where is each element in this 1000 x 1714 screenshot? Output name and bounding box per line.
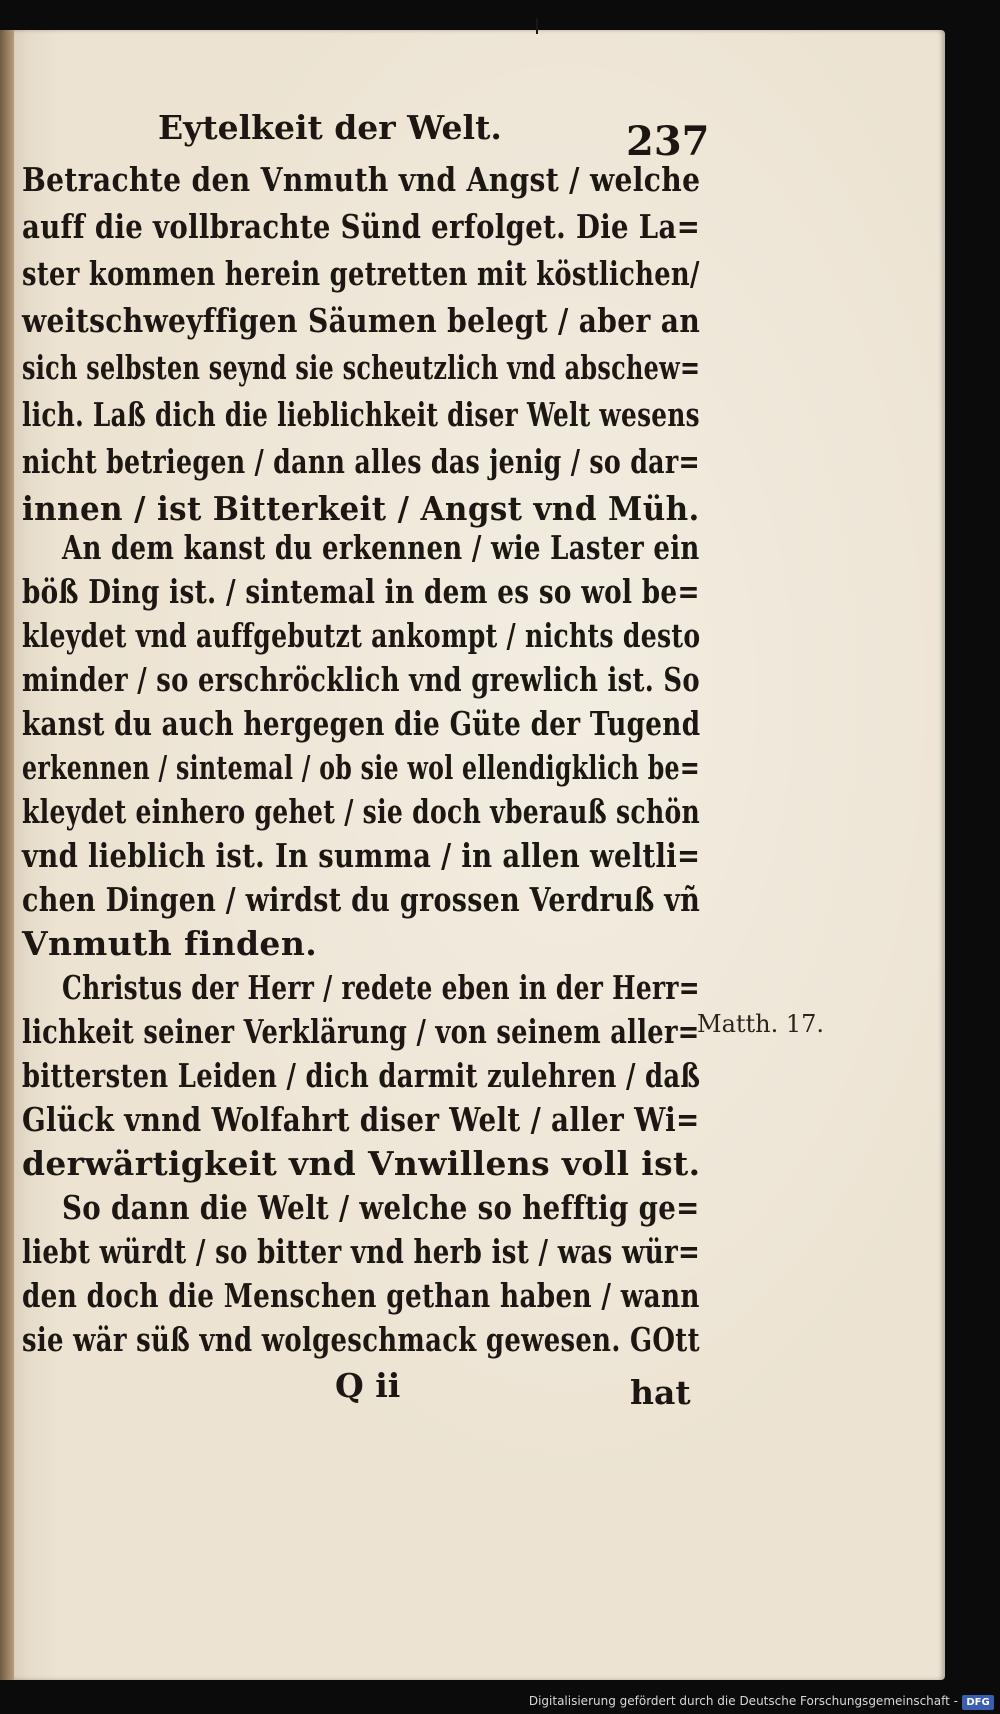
text-line: ster kommen herein getretten mit köstlichen/ bbox=[22, 254, 700, 293]
text-line: sich selbsten seynd sie scheutzlich vnd abschew= bbox=[22, 348, 701, 387]
text-line: bittersten Leiden / dich darmit zulehren / daß bbox=[22, 1056, 701, 1095]
text-line: chen Dingen / wirdst du grossen Verdruß vñ bbox=[22, 880, 701, 919]
text-line: minder / so erschröcklich vnd grewlich ist. So bbox=[22, 660, 700, 699]
print-mark bbox=[536, 18, 538, 34]
catchword: hat bbox=[630, 1373, 691, 1412]
text-line: kanst du auch hergegen die Güte der Tugend bbox=[22, 704, 701, 743]
text-line: An dem kanst du erkennen / wie Laster ein bbox=[62, 528, 700, 567]
text-line: böß Ding ist. / sintemal in dem es so wol be= bbox=[22, 572, 700, 611]
margin-note: Matth. 17. bbox=[697, 1010, 825, 1038]
text-line: Christus der Herr / redete eben in der Herr= bbox=[62, 968, 700, 1007]
text-line: innen / ist Bitterkeit / Angst vnd Müh. bbox=[22, 489, 700, 528]
text-line: lichkeit seiner Verklärung / von seinem aller= bbox=[22, 1012, 700, 1051]
text-line: Vnmuth finden. bbox=[22, 924, 318, 963]
text-line: Betrachte den Vnmuth vnd Angst / welche bbox=[22, 160, 701, 199]
text-line: liebt würdt / so bitter vnd herb ist / was wür= bbox=[22, 1232, 701, 1271]
text-line: So dann die Welt / welche so hefftig ge= bbox=[62, 1188, 700, 1227]
text-line: lich. Laß dich die lieblichkeit diser Welt wesens bbox=[22, 395, 700, 434]
text-line: auff die vollbrachte Sünd erfolget. Die La= bbox=[22, 207, 701, 246]
text-line: vnd lieblich ist. In summa / in allen weltli= bbox=[22, 836, 701, 875]
text-line: sie wär süß vnd wolgeschmack gewesen. GOtt bbox=[22, 1320, 700, 1359]
funding-credit: Digitalisierung gefördert durch die Deutsche Forschungsgemeinschaft - bbox=[528, 1694, 958, 1708]
text-line: den doch die Menschen gethan haben / wann bbox=[22, 1276, 700, 1315]
text-line: derwärtigkeit vnd Vnwillens voll ist. bbox=[22, 1144, 701, 1183]
text-line: weitschweyffigen Säumen belegt / aber an bbox=[22, 301, 701, 340]
page-number: 237 bbox=[626, 118, 710, 165]
text-line: kleydet vnd auffgebutzt ankompt / nichts desto bbox=[22, 616, 701, 655]
text-line: erkennen / sintemal / ob sie wol ellendigklich be= bbox=[22, 748, 701, 787]
text-line: nicht betriegen / dann alles das jenig / so dar= bbox=[22, 442, 700, 481]
running-head: Eytelkeit der Welt. bbox=[158, 108, 502, 147]
text-line: kleydet einhero gehet / sie doch vberauß schön bbox=[22, 792, 700, 831]
text-line: Glück vnnd Wolfahrt diser Welt / aller Wi= bbox=[22, 1100, 700, 1139]
dfg-logo-icon: DFG bbox=[962, 1695, 994, 1710]
signature-mark: Q ii bbox=[335, 1366, 401, 1405]
page-gutter bbox=[0, 30, 14, 1680]
